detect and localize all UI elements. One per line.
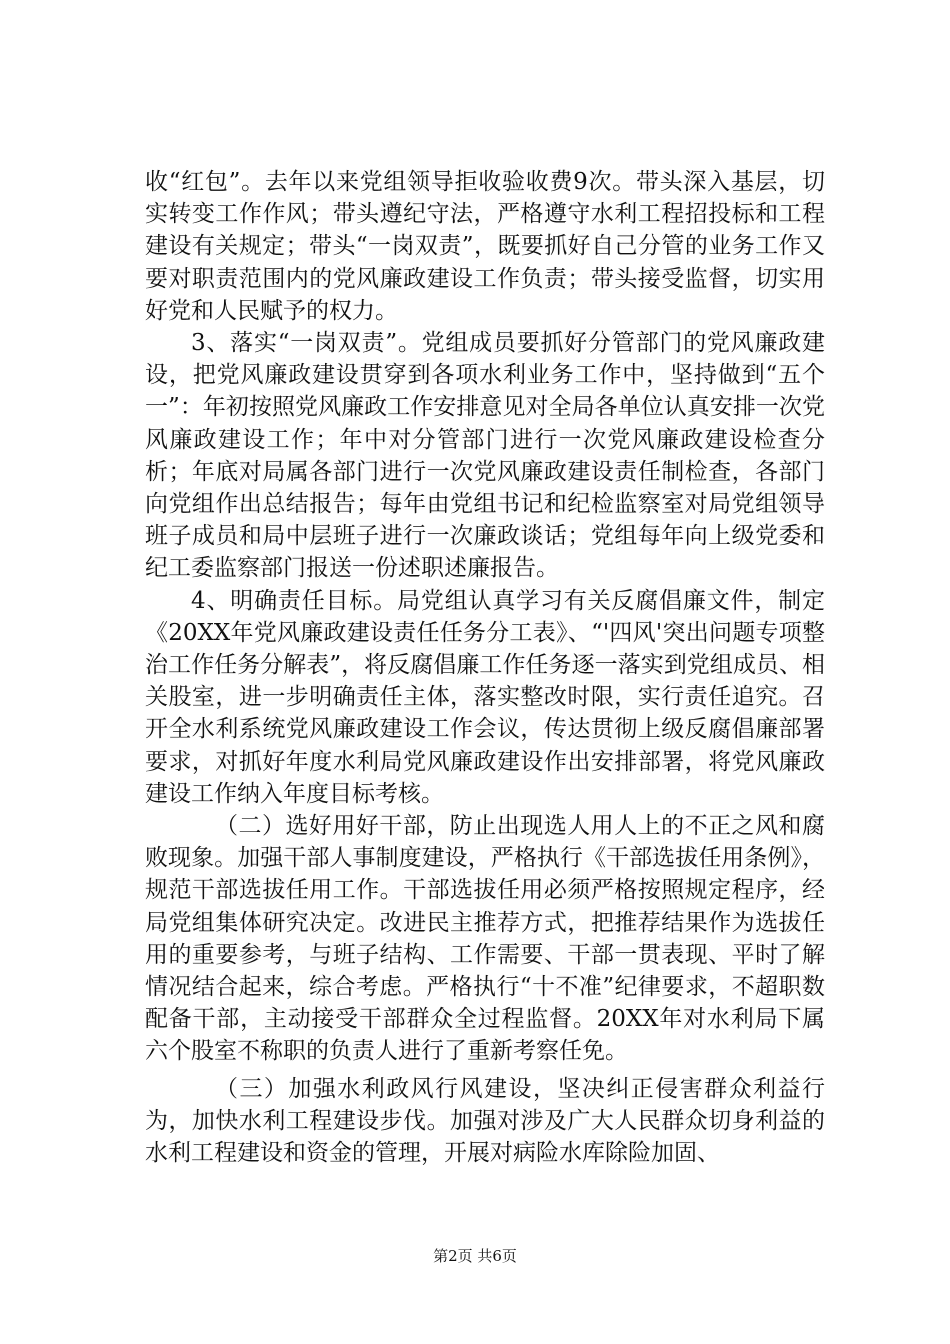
paragraph-item-3: 3、落实“一岗双责”。党组成员要抓好分管部门的党风廉政建设，把党风廉政建设贯穿到各项水利业务工作中，坚持做到“五个一”：年初按照党风廉政工作安排意见对全局各单位认真安排一次党风廉政建设工作；年中对分管部门进行一次党风廉政建设检查分析；年底对局属各部门进行一次党风廉政建设责任制检查，各部门向党组作出总结报告；每年由党组书记和纪检监察室对局党组领导班子成员和局中层班子进行一次廉政谈话；党组每年向上级党委和纪工委监察部门报送一份述职述廉报告。 (145, 330, 825, 582)
paragraph-item-4: 4、明确责任目标。局党组认真学习有关反腐倡廉文件，制定《20XX年党风廉政建设责任任务分工表》、“'四风'突出问题专项整治工作任务分解表”，将反腐倡廉工作任务逐一落实到党组成员、相关股室，进一步明确责任主体，落实整改时限，实行责任追究。召开全水利系统党风廉政建设工作会议，传达贯彻上级反腐倡廉部署要求，对抓好年度水利局党风廉政建设作出安排部署，将党风廉政建设工作纳入年度目标考核。 (145, 587, 825, 807)
paragraph-continued: 收“红包”。去年以来党组领导拒收验收费9次。带头深入基层，切实转变工作作风；带头遵纪守法，严格遵守水利工程招投标和工程建设有关规定；带头“一岗双责”，既要抓好自己分管的业务工作又要对职责范围内的党风廉政建设工作负责；带头接受监督，切实用好党和人民赋予的权力。 (145, 169, 825, 324)
paragraph-section-3: （三）加强水利政风行风建设，坚决纠正侵害群众利益行为，加快水利工程建设步伐。加强对涉及广大人民群众切身利益的水利工程建设和资金的管理，开展对病险水库除险加固、 (145, 1075, 825, 1167)
document-body (145, 166, 825, 1169)
paragraph-section-2: （二）选好用好干部，防止出现选人用人上的不正之风和腐败现象。加强干部人事制度建设，严格执行《干部选拔任用条例》，规范干部选拔任用工作。干部选拔任用必须严格按照规定程序，经局党组集体研究决定。改进民主推荐方式，把推荐结果作为选拔任用的重要参考，与班子结构、工作需要、干部一贯表现、平时了解情况结合起来，综合考虑。严格执行“十不准”纪律要求，不超职数配备干部，主动接受干部群众全过程监督。20XX年对水利局下属六个股室不称职的负责人进行了重新考察任免。 (145, 813, 825, 1065)
page-number-footer: 第2页 共6页 (433, 1247, 517, 1265)
